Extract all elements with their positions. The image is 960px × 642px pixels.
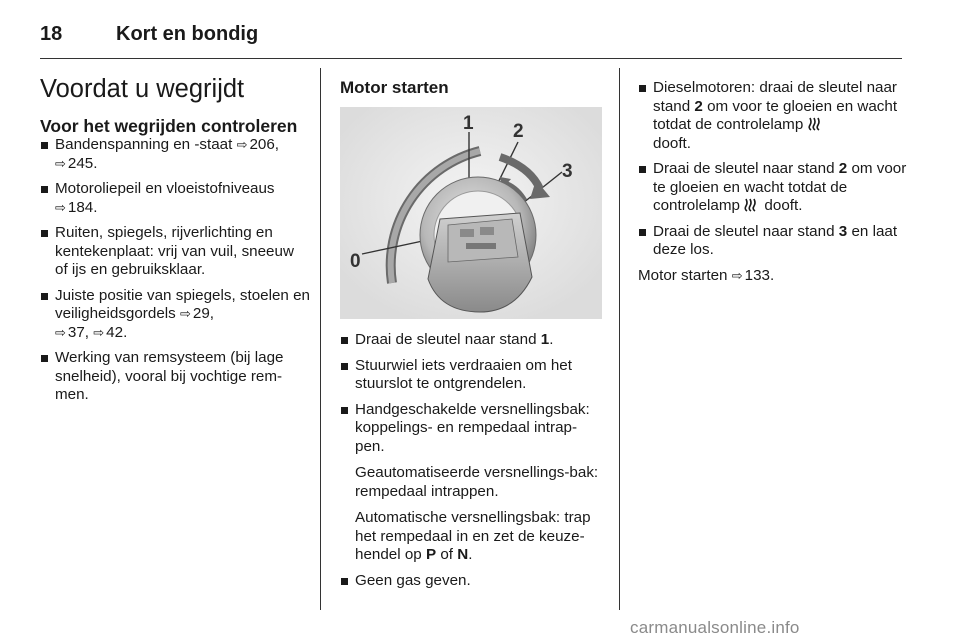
list-item: Ruiten, spiegels, rijverlichting en kentekenplaat: vrij van vuil, sneeuw of ijs en gebruiksklaar. (40, 224, 310, 280)
page-ref-link[interactable]: 184. (67, 198, 98, 216)
column-divider (619, 68, 620, 610)
column-2 (340, 78, 606, 98)
reference-arrow-icon: ⇨ (731, 267, 743, 283)
list-item: Draai de sleutel naar stand 1. (340, 331, 606, 350)
ignition-switch-illustration (340, 107, 602, 319)
column-divider (320, 68, 321, 610)
position-label-0: 0 (350, 251, 361, 272)
column-1 (40, 116, 310, 412)
reference-arrow-icon: ⇨ (236, 137, 248, 152)
position-label-1: 1 (463, 113, 474, 134)
list-item: Stuurwiel iets verdraaien om het stuurslot te ontgrendelen. (340, 357, 606, 394)
column-2-list (340, 331, 606, 597)
list-item: Bandenspanning en -staat ⇨ 206, ⇨ 245. (40, 136, 310, 173)
column-3 (638, 79, 908, 285)
page-ref-link[interactable]: 133. (744, 266, 775, 284)
glow-plug-icon (808, 116, 824, 131)
page-header (40, 20, 258, 48)
list-item: Dieselmotoren: draai de sleutel naar stand 2 om voor te gloeien en wacht totdat de controlelamp dooft. (638, 79, 908, 153)
page-ref-link[interactable]: 206, (249, 136, 280, 153)
subsection-title: Motor starten (340, 78, 449, 97)
instruction-list (638, 79, 908, 260)
sub-paragraph: Geautomatiseerde versnellings-bak: rempedaal intrappen. (355, 464, 599, 500)
checklist (40, 136, 310, 405)
reference-arrow-icon: ⇨ (179, 306, 191, 321)
list-item: Werking van remsysteem (bij lage snelheid), vooral bij vochtige rem-men. (40, 349, 310, 405)
subsection-title: Voor het wegrijden controleren (40, 116, 298, 136)
watermark: carmanualsonline.info (630, 618, 800, 637)
list-item: Juiste positie van spiegels, stoelen en veiligheidsgordels ⇨ 29, ⇨ 37, ⇨ 42. (40, 287, 310, 343)
list-item: Motoroliepeil en vloeistofniveaus ⇨ 184. (40, 180, 310, 217)
page-number: 18 (40, 22, 63, 45)
cross-reference: Motor starten ⇨ 133. (638, 266, 775, 284)
page-ref-link[interactable]: 29, (192, 305, 214, 322)
section-title: Voordat u wegrijdt (40, 75, 245, 103)
chapter-title: Kort en bondig (116, 22, 259, 45)
reference-arrow-icon: ⇨ (93, 324, 105, 340)
reference-arrow-icon: ⇨ (55, 199, 66, 215)
position-label-3: 3 (562, 161, 573, 182)
reference-arrow-icon: ⇨ (55, 324, 66, 340)
position-label-2: 2 (513, 121, 524, 142)
list-item: Geen gas geven. (340, 572, 606, 591)
page-ref-link[interactable]: 37, (67, 323, 90, 341)
page-ref-link[interactable]: 245. (67, 154, 98, 172)
sub-paragraph: Automatische versnellingsbak: trap het rempedaal in en zet de keuze-hendel op P of N. (355, 509, 591, 563)
glow-plug-icon (744, 197, 760, 212)
header-rule (40, 58, 902, 59)
reference-arrow-icon: ⇨ (55, 155, 66, 171)
page-ref-link[interactable]: 42. (106, 323, 128, 341)
list-item: Draai de sleutel naar stand 3 en laat deze los. (638, 223, 908, 260)
instruction-list (340, 331, 606, 590)
list-item: Draai de sleutel naar stand 2 om voor te gloeien en wacht totdat de controlelamp dooft. (638, 160, 908, 216)
list-item: Handgeschakelde versnellingsbak: koppelings- en rempedaal intrap-pen. Geautomatiseerde versnellings-bak: rempedaal intrappen. Automatische versnellingsbak: trap het rempedaal in en zet de keuze-hendel op P of N. (340, 401, 606, 565)
